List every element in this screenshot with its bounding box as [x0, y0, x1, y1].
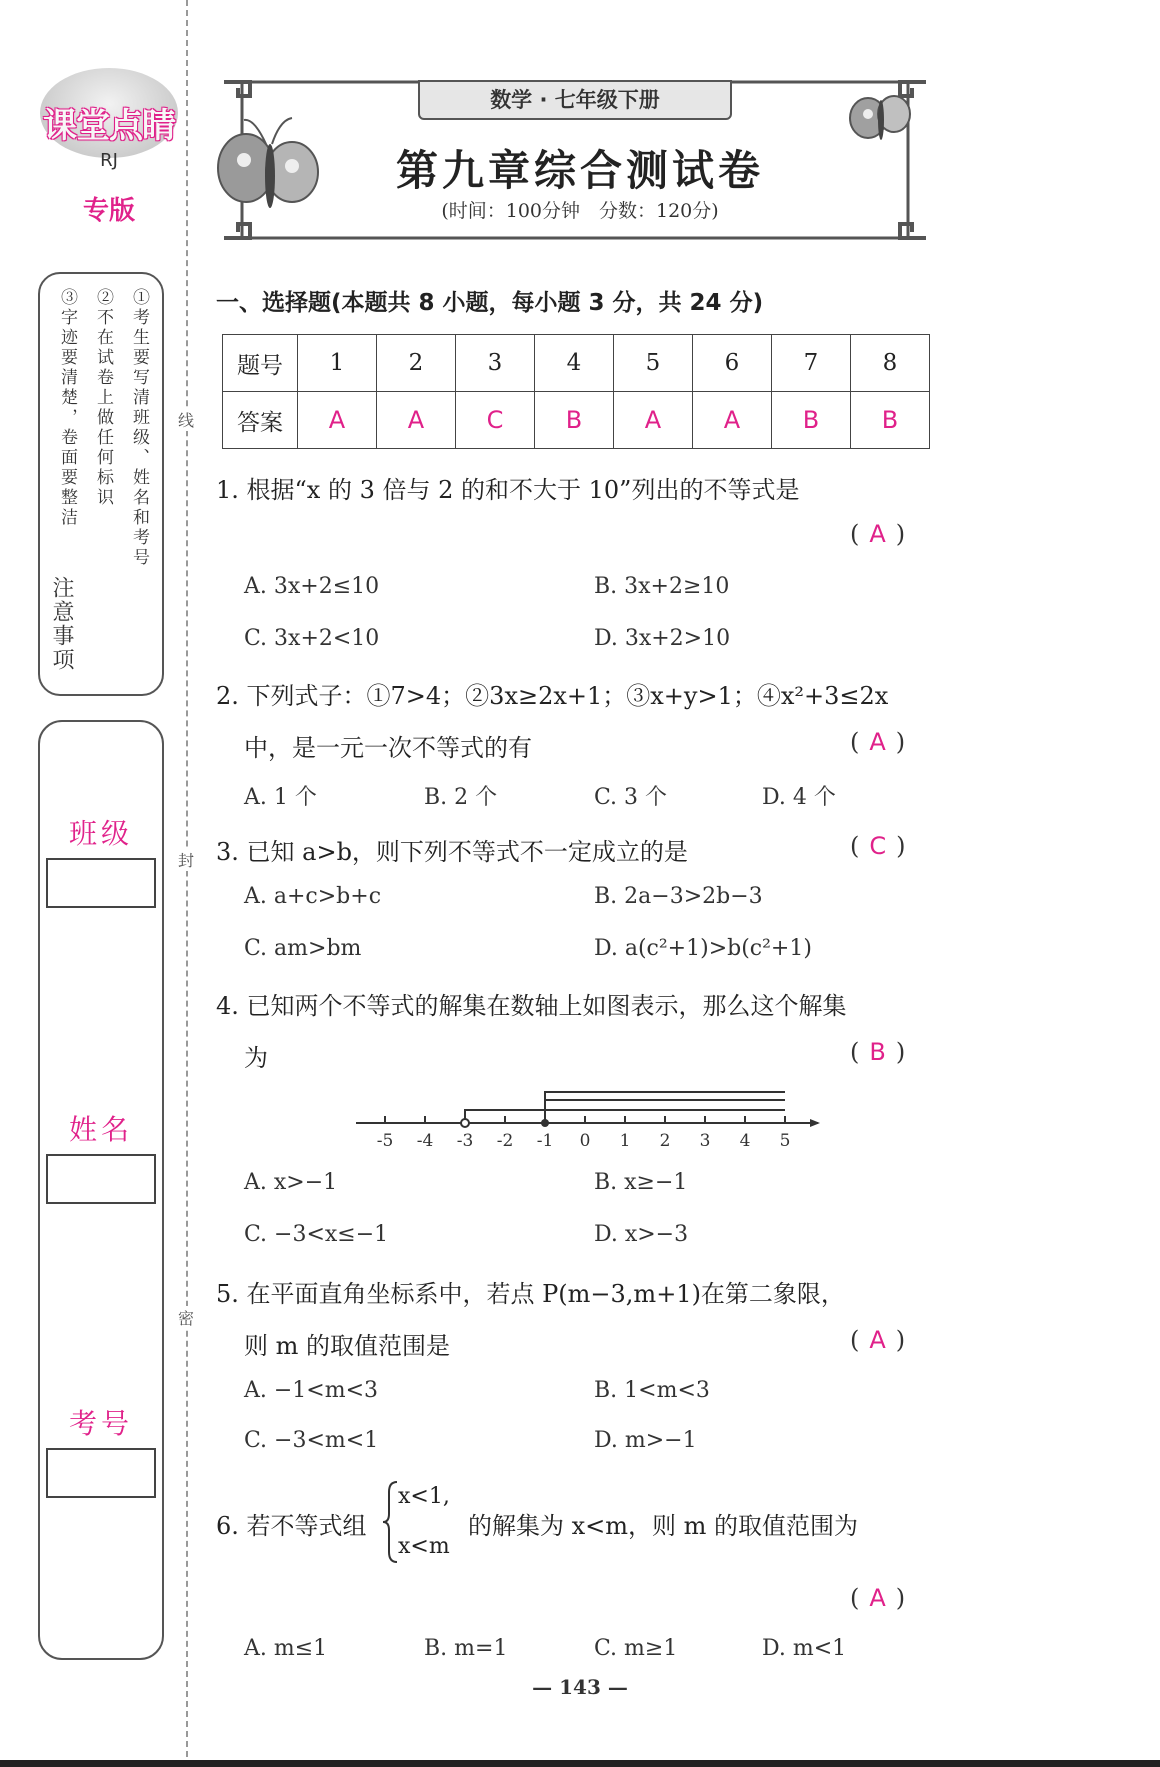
question-stem: 1. 根据“x 的 3 倍与 2 的和不大于 10”列出的不等式是: [216, 476, 800, 504]
question-answer: A: [869, 728, 886, 756]
question-stem: 6. 若不等式组: [216, 1512, 367, 1540]
option: D. x>−3: [594, 1222, 689, 1247]
axis-tick-label: 2: [659, 1131, 671, 1151]
question-stem: 5. 在平面直角坐标系中，若点 P(m−3,m+1)在第二象限，: [216, 1280, 845, 1308]
option: A. 1 个: [244, 785, 317, 810]
name-field[interactable]: [46, 1154, 156, 1204]
axis-tick-label: 1: [619, 1131, 631, 1151]
option: D. m<1: [762, 1636, 847, 1661]
logo-text: 课堂点睛: [43, 106, 175, 146]
table-cell: 1: [298, 335, 377, 392]
student-info-box: [38, 720, 164, 1660]
section-title: 一、选择题(本题共 8 小题，每小题 3 分，共 24 分): [216, 290, 764, 316]
axis-tick-label: 5: [779, 1131, 791, 1151]
class-field[interactable]: [46, 858, 156, 908]
table-cell: 7: [772, 335, 851, 392]
option: D. 3x+2>10: [594, 626, 731, 651]
edition-label: 专版: [82, 196, 135, 226]
answer-bracket: ( A ): [850, 1584, 906, 1612]
name-label: 姓名: [68, 1113, 133, 1146]
option: C. 3 个: [594, 785, 668, 810]
table-row: [223, 335, 930, 392]
question-stem: 4. 已知两个不等式的解集在数轴上如图表示，那么这个解集: [216, 992, 847, 1020]
option: D. a(c²+1)>b(c²+1): [594, 936, 812, 961]
exam-info: (时间：100分钟 分数：120分): [441, 200, 719, 222]
cut-mark: 密: [178, 1306, 194, 1329]
butterfly-icon: [214, 110, 324, 230]
answer-cell: B: [851, 392, 930, 449]
axis-tick-label: -2: [496, 1131, 514, 1151]
cut-mark: 封: [178, 848, 194, 871]
open-point: [461, 1119, 469, 1127]
answer-cell: C: [456, 392, 535, 449]
table-cell: 6: [693, 335, 772, 392]
option: A. a+c>b+c: [244, 884, 382, 909]
axis-tick-label: 0: [579, 1131, 591, 1151]
cut-mark: 线: [178, 408, 194, 431]
option: C. −3<m<1: [244, 1428, 379, 1453]
option: A. m≤1: [244, 1636, 328, 1661]
axis-tick-label: -5: [376, 1131, 394, 1151]
option: B. 2 个: [424, 785, 498, 810]
table-header-cell: 题号: [223, 335, 298, 392]
question-answer: B: [869, 1038, 886, 1066]
answer-cell: A: [377, 392, 456, 449]
note-item: ③字迹要清楚，卷面要整洁: [57, 288, 77, 528]
axis-tick-label: -3: [456, 1131, 474, 1151]
table-cell: 5: [614, 335, 693, 392]
answer-cell: A: [693, 392, 772, 449]
option: A. −1<m<3: [244, 1378, 379, 1403]
butterfly-small-icon: [846, 84, 916, 156]
exam-number-field[interactable]: [46, 1448, 156, 1498]
option: C. −3<x≤−1: [244, 1222, 389, 1247]
question-stem-line2: 中，是一元一次不等式的有: [244, 734, 532, 762]
answer-bracket: ( A ): [850, 1326, 906, 1354]
question-answer: C: [869, 832, 887, 860]
answer-cell: B: [535, 392, 614, 449]
answer-bracket: ( B ): [850, 1038, 906, 1066]
question-answer: A: [869, 1326, 886, 1354]
axis-tick-label: -4: [416, 1131, 434, 1151]
table-row: [223, 392, 930, 449]
class-label: 班级: [68, 817, 133, 850]
axis-tick-label: 3: [699, 1131, 711, 1151]
option: B. m=1: [424, 1636, 508, 1661]
question-stem-line2: 为: [244, 1044, 268, 1072]
axis-arrow: [810, 1119, 820, 1127]
logo-subtitle: RJ: [100, 150, 118, 171]
note-item: ①考生要写清班级、姓名和考号: [129, 288, 149, 568]
answer-cell: A: [298, 392, 377, 449]
option: B. x≥−1: [594, 1170, 688, 1195]
notes-title: 注意事项: [49, 576, 74, 672]
axis-tick-label: 4: [739, 1131, 751, 1151]
bottom-bar: [0, 1760, 1160, 1767]
system-line: x<m: [398, 1534, 450, 1559]
question-stem-line2: 则 m 的取值范围是: [244, 1332, 451, 1360]
option: A. x>−1: [244, 1170, 338, 1195]
table-header-cell: 答案: [223, 392, 298, 449]
answer-cell: B: [772, 392, 851, 449]
subject-tab: 数学 · 七年级下册: [418, 80, 732, 120]
table-cell: 4: [535, 335, 614, 392]
option: A. 3x+2≤10: [244, 574, 380, 599]
option: D. 4 个: [762, 785, 836, 810]
answer-bracket: ( A ): [850, 520, 906, 548]
closed-point: [541, 1119, 549, 1127]
option: D. m>−1: [594, 1428, 697, 1453]
page-title: 第九章综合测试卷: [395, 146, 764, 195]
note-item: ②不在试卷上做任何标识: [93, 288, 113, 508]
axis-ticks: [377, 1116, 791, 1151]
page-number: — 143 —: [532, 1675, 628, 1699]
option: C. m≥1: [594, 1636, 678, 1661]
question-stem: 3. 已知 a>b，则下列不等式不一定成立的是: [216, 838, 688, 866]
option: C. am>bm: [244, 936, 362, 961]
table-cell: 8: [851, 335, 930, 392]
table-cell: 2: [377, 335, 456, 392]
answer-table: [222, 334, 930, 449]
answer-bracket: ( C ): [850, 832, 906, 860]
option: B. 1<m<3: [594, 1378, 710, 1403]
axis-tick-label: -1: [536, 1131, 554, 1151]
table-cell: 3: [456, 335, 535, 392]
exam-number-label: 考号: [68, 1407, 133, 1440]
number-line: [350, 1080, 830, 1160]
option: C. 3x+2<10: [244, 626, 380, 651]
system-line: x<1,: [398, 1484, 450, 1509]
answer-cell: A: [614, 392, 693, 449]
question-answer: A: [869, 520, 886, 548]
answer-bracket: ( A ): [850, 728, 906, 756]
question-stem-tail: 的解集为 x<m，则 m 的取值范围为: [468, 1512, 859, 1540]
question-stem: 2. 下列式子：①7>4；②3x≥2x+1；③x+y>1；④x²+3≤2x: [216, 682, 889, 710]
option: B. 2a−3>2b−3: [594, 884, 763, 909]
question-answer: A: [869, 1584, 886, 1612]
notes-box: [38, 272, 164, 696]
cut-line: [186, 0, 188, 1767]
option: B. 3x+2≥10: [594, 574, 730, 599]
